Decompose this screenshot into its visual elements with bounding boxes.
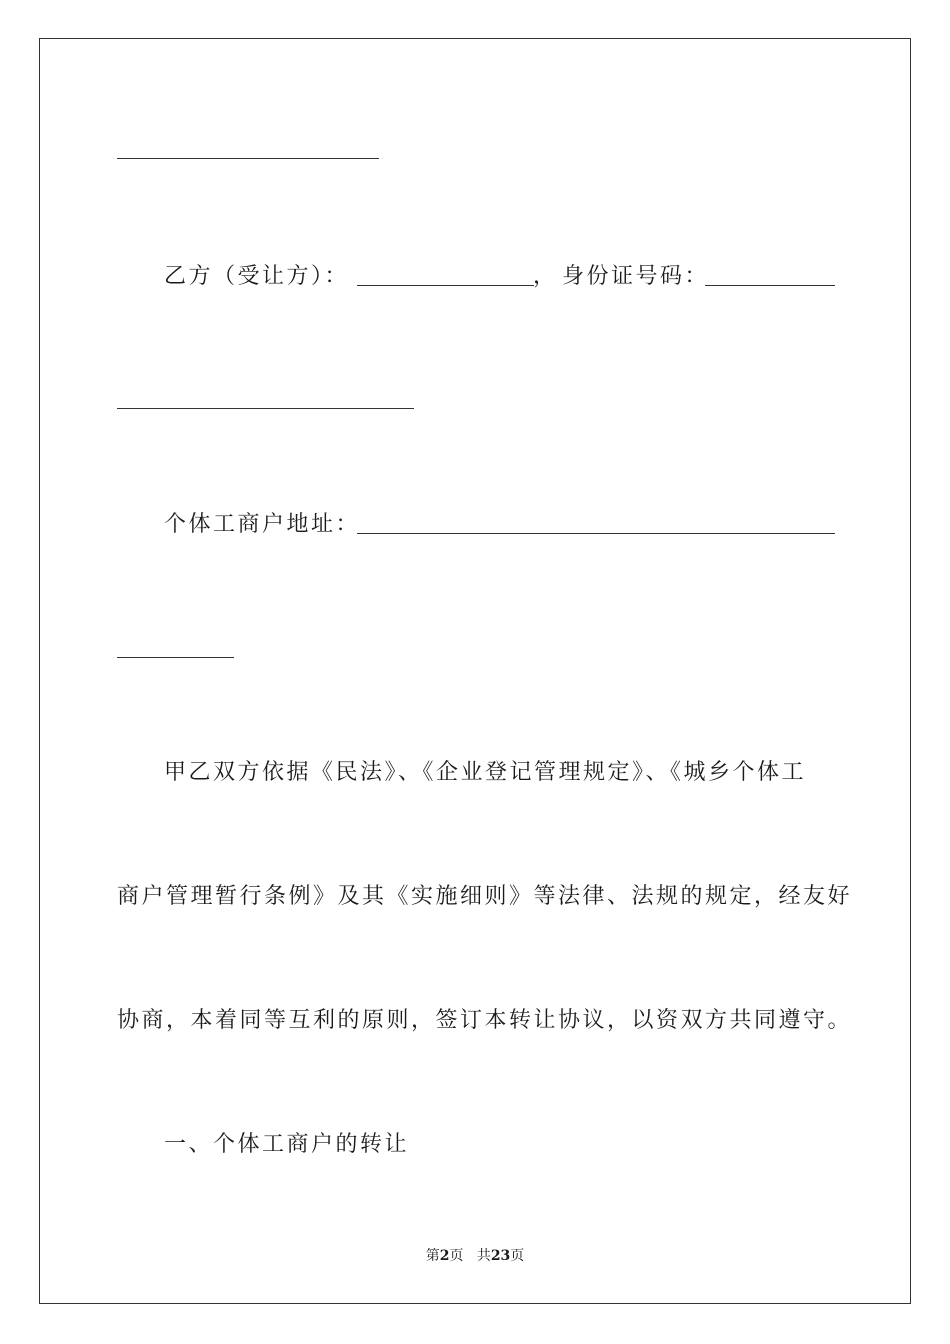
- paragraph-line-3: 协商，本着同等互利的原则，签订本转让协议，以资双方共同遵守。: [117, 1008, 853, 1033]
- paragraph-line-1: 甲乙双方依据《民法》、《企业登记管理规定》、《城乡个体工: [164, 760, 807, 785]
- comma: ，: [533, 264, 558, 289]
- address-label: 个体工商户地址：: [164, 512, 361, 537]
- id-number-label: 身份证号码：: [562, 264, 710, 289]
- id-number-blank[interactable]: [705, 285, 835, 286]
- fill-blank-continuation: [117, 158, 379, 159]
- footer-page-total: 23: [490, 1248, 511, 1264]
- footer-page-current: 2: [439, 1248, 450, 1264]
- footer-page-prefix: 第: [425, 1248, 440, 1264]
- footer-page-unit: 页: [449, 1248, 464, 1264]
- address-blank[interactable]: [357, 533, 835, 534]
- footer-total-prefix: 共: [476, 1248, 491, 1264]
- party-b-label: 乙方（受让方）：: [164, 264, 350, 289]
- page-frame: [39, 38, 911, 1304]
- footer-total-unit: 页: [510, 1248, 525, 1264]
- section-1-heading: 一、个体工商户的转让: [164, 1132, 410, 1157]
- address-blank-continuation[interactable]: [117, 657, 234, 658]
- page-footer: [0, 1246, 950, 1266]
- party-b-name-blank[interactable]: [357, 285, 534, 286]
- paragraph-line-2: 商户管理暂行条例》及其《实施细则》等法律、法规的规定，经友好: [117, 884, 853, 909]
- id-number-blank-continuation[interactable]: [117, 408, 414, 409]
